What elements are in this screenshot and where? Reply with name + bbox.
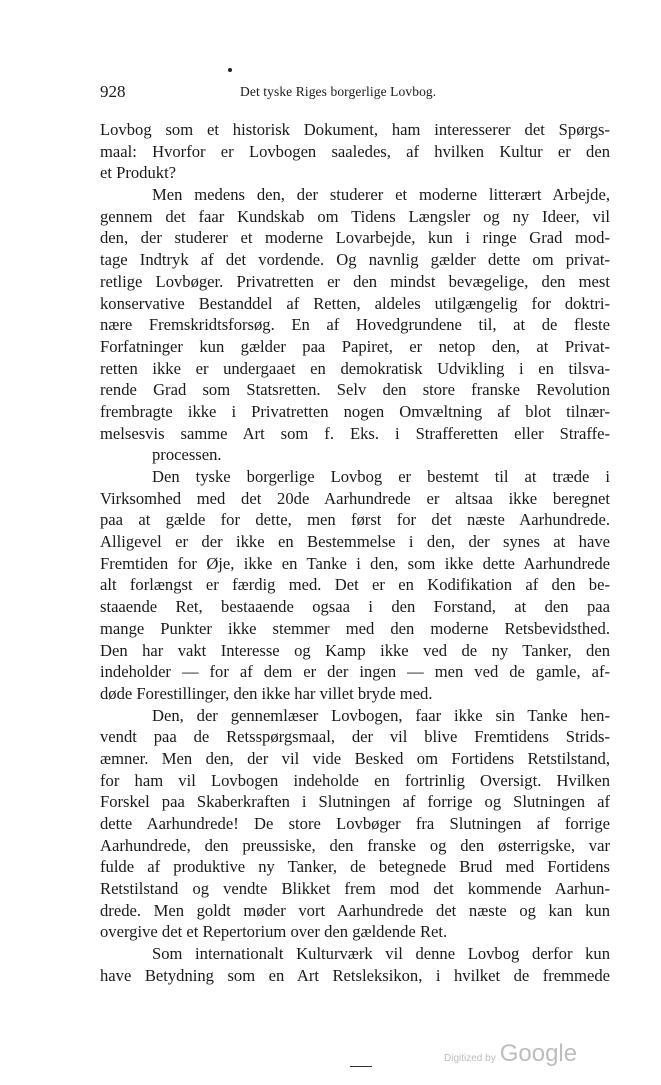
text-line: Den har vakt Interesse og Kamp ikke ved de ny Tanker, den (100, 640, 610, 660)
text-line: den, der studerer et moderne Lovarbejde, kun i ringe Grad mod- (100, 228, 610, 248)
watermark-prefix: Digitized by (444, 1053, 496, 1064)
text-line: Den, der gennemlæser Lovbogen, faar ikke sin Tanke hen- (152, 705, 610, 725)
text-line: have Betydning som en Art Retsleksikon, i hvilket de fremmede (100, 965, 610, 985)
google-logo: Google (499, 1040, 578, 1067)
text-line: maal: Hvorfor er Lovbogen saaledes, af hvilken Kultur er den (100, 141, 610, 161)
text-line: overgive det et Repertorium over den gældende Ret. (100, 922, 448, 942)
text-line: konservative Bestanddel af Retten, aldeles utilgængelig for doktri- (100, 293, 610, 313)
text-line: for ham vil Lovbogen indeholde en fortrinlig Oversigt. Hvilken (100, 770, 610, 790)
text-line: Lovbog som et historisk Dokument, ham interesserer det Spørgs- (100, 120, 610, 139)
text-line: paa at gælde for dette, men først for det næste Aarhundrede. (100, 510, 610, 530)
text-line: melsesvis samme Art som f. Eks. i Strafferetten eller Straffe- (100, 423, 610, 443)
text-line: døde Forestillinger, den ikke har villet bryde med. (100, 683, 433, 703)
text-line: Som internationalt Kulturværk vil denne Lovbog derfor kun (152, 944, 610, 964)
text-line: Forskel paa Skaberkraften i Slutningen af forrige og Slutningen af (100, 792, 610, 812)
page-number: 928 (100, 82, 126, 101)
text-line: processen. (152, 445, 222, 465)
text-line: Virksomhed med det 20de Aarhundrede er altsaa ikke beregnet (100, 488, 610, 508)
text-line: Men medens den, der studerer et moderne litterært Arbejde, (152, 185, 610, 205)
text-line: Aarhundrede, den preussiske, den franske og den østerrigske, var (100, 835, 610, 855)
text-line: Alligevel er der ikke en Bestemmelse i den, der synes at have (100, 532, 610, 552)
text-line: indeholder — for af dem er der ingen — men ved de gamle, af- (100, 662, 610, 682)
text-line: nære Fremskridtsforsøg. En af Hovedgrundene til, at de fleste (100, 315, 610, 335)
text-line: et Produkt? (100, 163, 177, 183)
text-line: tage Indtryk af det vordende. Og navnlig gælder dette om privat- (100, 250, 610, 270)
text-line: Fremtiden for Øje, ikke en Tanke i den, som ikke dette Aarhundrede (100, 553, 610, 573)
text-line: rende Grad som Statsretten. Selv den store franske Revolution (100, 380, 610, 400)
text-line: gennem det faar Kundskab om Tidens Længsler og ny Ideer, vil (100, 206, 610, 226)
running-title: Det tyske Riges borgerlige Lovbog. (240, 84, 437, 99)
text-line: retten ikke er undergaaet en demokratisk Udvikling i en tilsva- (100, 358, 610, 378)
ornament-dot (228, 68, 232, 72)
digitized-watermark (444, 1040, 577, 1068)
text-line: alt forlængst er færdig med. Det er en Kodifikation af den be- (100, 575, 610, 595)
text-line: Retstilstand og vendte Blikket frem mod det kommende Aarhun- (100, 879, 610, 899)
text-line: mange Punkter ikke stemmer med den moderne Retsbevidsthed. (100, 618, 610, 638)
body-text (100, 119, 610, 987)
text-line: Den tyske borgerlige Lovbog er bestemt til at træde i (152, 467, 610, 486)
text-line: dette Aarhundrede! De store Lovbøger fra Slutningen af forrige (100, 814, 610, 833)
footer-rule (350, 1066, 372, 1067)
page-header (100, 82, 610, 104)
text-line: vendt paa de Retsspørgsmaal, der vil blive Fremtidens Strids- (100, 727, 610, 747)
text-line: staaende Ret, bestaaende ogsaa i den Forstand, at den paa (100, 597, 610, 617)
text-line: Forfatninger kun gælder paa Papiret, er netop den, at Privat- (100, 336, 610, 356)
text-line: retlige Lovbøger. Privatretten er den mindst bevægelige, den mest (100, 271, 610, 291)
text-line: drede. Men goldt møder vort Aarhundrede det næste og kan kun (100, 900, 610, 920)
text-line: fulde af produktive ny Tanker, de betegnede Brud med Fortidens (100, 857, 610, 877)
text-line: frembragte ikke i Privatretten nogen Omvæltning af blot tilnær- (100, 401, 610, 421)
text-line: æmner. Men den, der vil vide Besked om Fortidens Retstilstand, (100, 748, 610, 768)
